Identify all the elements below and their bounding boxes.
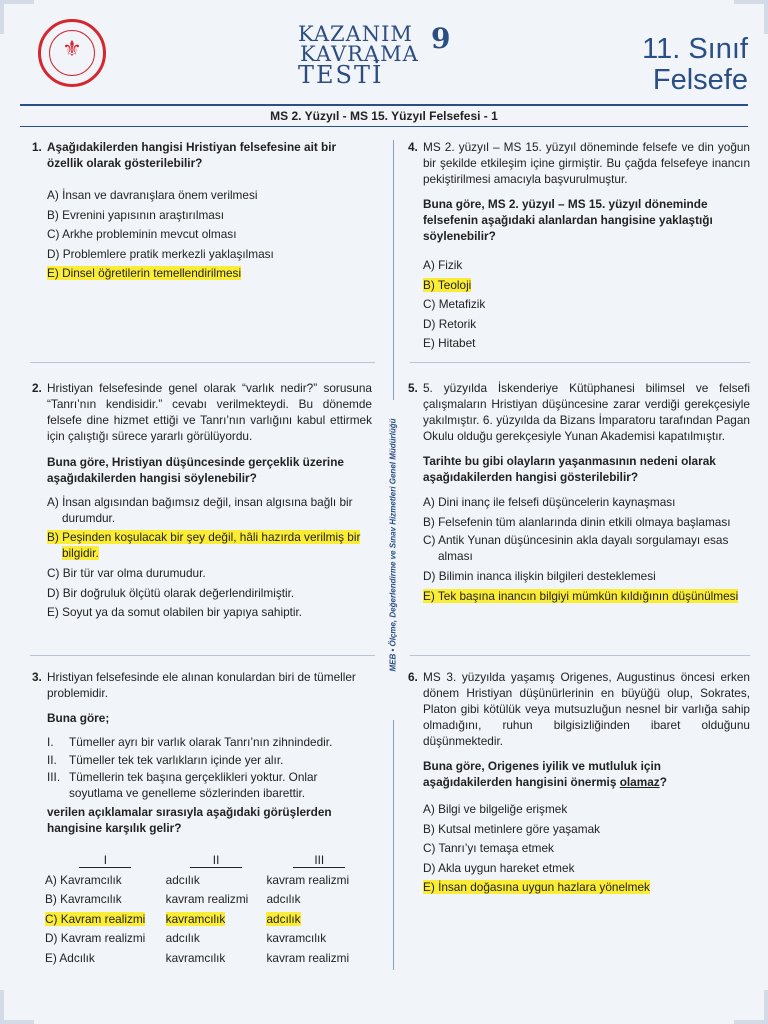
- question-separator: [410, 655, 750, 656]
- negation-word: olamaz: [619, 775, 660, 789]
- option-e-answer[interactable]: E) Dinsel öğretilerin temellendirilmesi: [47, 266, 242, 280]
- corner-decoration: [734, 0, 768, 4]
- option-b-answer[interactable]: B) Teoloji: [423, 277, 472, 292]
- question-5: [408, 380, 750, 606]
- question-stem: Tarihte bu gibi olayların yaşanmasının nedeni olarak aşağıdakilerden hangisi gösterilebilir?: [423, 454, 716, 484]
- question-stem: Buna göre, Hristiyan düşüncesinde gerçeklik üzerine aşağıdakilerden hangisi söylenebilir?: [47, 455, 344, 485]
- option-e[interactable]: E) Adcılık kavramcılık kavram realizmi: [45, 950, 350, 965]
- question-text: Hristiyan felsefesinde ele alınan konulardan biri de tümeller problemidir.: [47, 670, 356, 700]
- option-e[interactable]: E) Hitabet: [423, 336, 476, 350]
- question-separator: [30, 655, 375, 656]
- option-d[interactable]: D) Problemlere pratik merkezli yaklaşılması: [47, 246, 274, 261]
- statement-item: II. Tümeller tek tek varlıkların içinde yer alır.: [47, 752, 284, 767]
- question-1: [32, 139, 372, 284]
- test-number: 9: [431, 22, 451, 55]
- option-a[interactable]: A) Dini inanç ile felsefi düşüncelerin kaynaşması: [423, 495, 676, 509]
- option-b[interactable]: B) Kavramcılık kavram realizmi adcılık: [45, 892, 301, 907]
- option-b[interactable]: B) Kutsal metinlere göre yaşamak: [423, 821, 601, 836]
- option-c[interactable]: C) Tanrı’yı temaşa etmek: [423, 841, 554, 855]
- question-2: [32, 380, 372, 623]
- corner-decoration: [0, 0, 4, 34]
- seal-emblem-icon: ⚜: [62, 37, 82, 62]
- statement-list: [47, 734, 372, 801]
- column-divider: [393, 720, 394, 970]
- question-text: Hristiyan felsefesinde genel olarak “varlık nedir?” sorusuna “Tanrı’nın kendisidir.” cevabı verilmekteydi. Bu dönemde felsefe dine hizmet ettiği ve Tanrı’nın varlığını kabul ettirmek için çalıştığı sürece yararlı görülüyordu.: [47, 381, 372, 443]
- option-c[interactable]: C) Bir tür var olma durumudur.: [47, 566, 206, 580]
- question-stem: verilen açıklamalar sırasıyla aşağıdaki görüşlerden hangisine karşılık gelir?: [47, 805, 332, 835]
- option-c[interactable]: C) Metafizik: [423, 297, 486, 311]
- grade-subject: [642, 34, 748, 96]
- question-text: MS 3. yüzyılda yaşamış Origenes, Augustinus öncesi erken dönem Hristiyan düşünürlerinin en büyüğü olup, Sokrates, Platon gibi kötülük veya mutsuzluğun nesnel bir varlığa sahip olmadığını, ruhun bilgisizliğinden ibaret olduğunu düşünmektedir.: [423, 670, 750, 748]
- option-c[interactable]: C) Arkhe probleminin mevcut olması: [47, 227, 237, 241]
- question-number: 6.: [408, 670, 418, 684]
- ministry-text: MEB • Ölçme, Değerlendirme ve Sınav Hizmetleri Genel Müdürlüğü: [388, 418, 398, 672]
- option-e-answer[interactable]: E) Tek başına inancın bilgiyi mümkün kıldığının düşünülmesi: [423, 588, 739, 603]
- title-rule: [20, 126, 748, 127]
- option-a[interactable]: A) Fizik: [423, 258, 463, 272]
- option-b-answer[interactable]: B) Peşinden koşulacak bir şey değil, hâli hazırda verilmiş bir bilgidir.: [47, 530, 361, 560]
- statement-item: I. Tümeller ayrı bir varlık olarak Tanrı’nın zihnindedir.: [47, 735, 333, 749]
- logo-line-2: KAVRAMA: [300, 42, 419, 66]
- table-header-row: I II III: [45, 850, 372, 870]
- option-d[interactable]: D) Retorik: [423, 316, 477, 331]
- logo-line-3: TESTİ: [298, 61, 384, 89]
- logo-line-1: KAZANIM: [298, 22, 413, 46]
- vertical-footer-text: [386, 380, 400, 710]
- page-title: MS 2. Yüzyıl - MS 15. Yüzyıl Felsefesi - 1: [270, 109, 498, 123]
- option-d[interactable]: D) Kavram realizmi adcılık kavramcılık: [45, 931, 327, 946]
- corner-decoration: [764, 0, 768, 34]
- question-separator: [30, 362, 375, 363]
- question-6: [408, 669, 750, 898]
- header-rule: [20, 104, 748, 106]
- question-number: 2.: [32, 381, 42, 395]
- question-3: [32, 669, 372, 968]
- question-sub: Buna göre;: [47, 711, 110, 725]
- question-4: [408, 139, 750, 354]
- option-b[interactable]: B) Evrenini yapısının araştırılması: [47, 207, 225, 222]
- statement-item: III. Tümellerin tek başına gerçeklikleri yoktur. Onlar soyutlama ve genelleme sözlerinden ibarettir.: [47, 770, 318, 800]
- subject-label: Felsefe: [652, 64, 748, 96]
- question-number: 5.: [408, 381, 418, 395]
- corner-decoration: [0, 990, 4, 1024]
- option-e[interactable]: E) Soyut ya da somut olabilen bir yapıya sahiptir.: [47, 605, 303, 619]
- question-number: 1.: [32, 140, 42, 154]
- option-a[interactable]: A) Bilgi ve bilgeliğe erişmek: [423, 802, 568, 816]
- question-text: 5. yüzyılda İskenderiye Kütüphanesi bilimsel ve felsefi çalışmaların Hristiyan düşüncesine zarar verdiği gerekçesiyle yakılmıştır. 6. yüzyılda da Bizans İmparatoru tarafından Pagan Okulu olduğu gerekçesiyle Yunan Akademisi kapatılmıştır.: [423, 381, 750, 443]
- option-e-answer[interactable]: E) İnsan doğasına uygun hazlara yönelmek: [423, 880, 650, 894]
- corner-decoration: [0, 1020, 34, 1024]
- option-c[interactable]: C) Antik Yunan düşüncesinin akla dayalı sorgulamayı esas alması: [423, 533, 729, 563]
- question-stem: Buna göre, Origenes iyilik ve mutluluk için aşağıdakilerden hangisini önermiş olamaz?: [423, 759, 667, 789]
- option-d[interactable]: D) Bilimin inanca ilişkin bilgileri desteklemesi: [423, 569, 656, 583]
- corner-decoration: [764, 990, 768, 1024]
- question-separator: [410, 362, 750, 363]
- test-logo: [298, 22, 451, 89]
- option-d[interactable]: D) Akla uygun hareket etmek: [423, 860, 575, 875]
- corner-decoration: [0, 0, 34, 4]
- question-number: 4.: [408, 140, 418, 154]
- option-a[interactable]: A) Kavramcılık adcılık kavram realizmi: [45, 872, 350, 887]
- option-d[interactable]: D) Bir doğruluk ölçütü olarak değerlendirilmiştir.: [47, 585, 295, 600]
- question-text: MS 2. yüzyıl – MS 15. yüzyıl döneminde felsefe ve din yoğun bir şekilde etkileşim içine girmiştir. Bu çağda felsefeye inancın pekiştirilmesi amacıyla başvurulmuştur.: [423, 140, 750, 186]
- ministry-seal-logo: [38, 19, 106, 87]
- option-a[interactable]: A) İnsan ve davranışlara önem verilmesi: [47, 188, 258, 202]
- question-stem: Aşağıdakilerden hangisi Hristiyan felsefesine ait bir özellik olarak gösterilebilir?: [47, 140, 337, 170]
- option-c-answer[interactable]: C) Kavram realizmi kavramcılık adcılık: [45, 911, 301, 926]
- question-number: 3.: [32, 670, 42, 684]
- corner-decoration: [734, 1020, 768, 1024]
- question-stem: Buna göre, MS 2. yüzyıl – MS 15. yüzyıl döneminde felsefenin aşağıdaki alanlardan hangisine yaklaştığı söylenebilir?: [423, 197, 713, 243]
- answer-table: [45, 850, 372, 968]
- option-a[interactable]: A) İnsan algısından bağımsız değil, insan algısına bağlı bir durumdur.: [47, 495, 353, 525]
- column-divider: [393, 140, 394, 400]
- option-b[interactable]: B) Felsefenin tüm alanlarında dinin etkili olmaya başlaması: [423, 514, 731, 529]
- grade-label: 11. Sınıf: [642, 33, 748, 65]
